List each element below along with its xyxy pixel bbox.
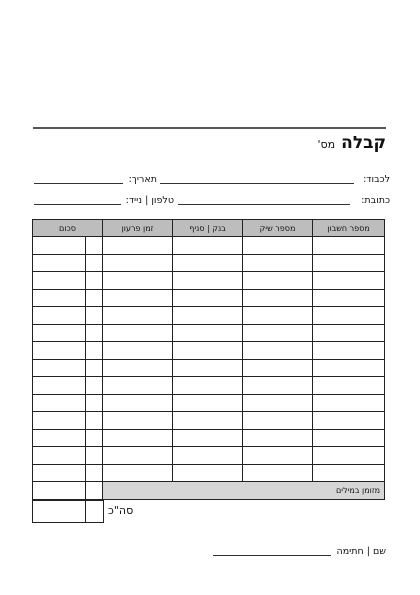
header-due-date: זמן פרעון: [103, 220, 173, 237]
table-row: [33, 307, 385, 325]
total-amount-box[interactable]: [32, 500, 86, 523]
check-number-cell[interactable]: [243, 342, 313, 360]
account-number-cell[interactable]: [313, 237, 385, 255]
bank-branch-cell[interactable]: [173, 237, 243, 255]
phone-field[interactable]: [34, 204, 121, 205]
table-row: [33, 412, 385, 430]
to-field[interactable]: [160, 183, 354, 184]
amount-cents-cell[interactable]: [86, 429, 103, 447]
header-bank-branch: בנק | סניף: [173, 220, 243, 237]
check-number-cell[interactable]: [243, 307, 313, 325]
account-number-cell[interactable]: [313, 289, 385, 307]
amount-cents-cell[interactable]: [86, 412, 103, 430]
date-field[interactable]: [34, 183, 123, 184]
due-date-cell[interactable]: [103, 307, 173, 325]
amount-cell[interactable]: [33, 307, 86, 325]
amount-cell[interactable]: [33, 412, 86, 430]
bank-branch-cell[interactable]: [173, 412, 243, 430]
table-row: [33, 254, 385, 272]
bank-branch-cell[interactable]: [173, 377, 243, 395]
bank-branch-cell[interactable]: [173, 394, 243, 412]
due-date-cell[interactable]: [103, 412, 173, 430]
amount-cell[interactable]: [33, 447, 86, 465]
table-row: [33, 272, 385, 290]
table-body: [33, 237, 385, 482]
check-number-cell[interactable]: [243, 237, 313, 255]
words-amount-cents-cell[interactable]: [86, 482, 103, 500]
bank-branch-cell[interactable]: [173, 359, 243, 377]
amount-cents-cell[interactable]: [86, 394, 103, 412]
amount-cell[interactable]: [33, 342, 86, 360]
account-number-cell[interactable]: [313, 429, 385, 447]
signature-label: שם | חתימה: [336, 546, 386, 557]
amount-cell[interactable]: [33, 394, 86, 412]
words-amount-cell[interactable]: [33, 482, 86, 500]
check-number-cell[interactable]: [243, 429, 313, 447]
account-number-cell[interactable]: [313, 254, 385, 272]
due-date-cell[interactable]: [103, 447, 173, 465]
amount-in-words-label: מזומן במילים: [103, 482, 385, 500]
words-row: [33, 482, 385, 500]
check-number-cell[interactable]: [243, 254, 313, 272]
to-label: לכבוד:: [363, 174, 390, 185]
account-number-cell[interactable]: [313, 307, 385, 325]
due-date-cell[interactable]: [103, 377, 173, 395]
account-number-cell[interactable]: [313, 464, 385, 482]
table-row: [33, 447, 385, 465]
header-check-number: מספר שיק: [243, 220, 313, 237]
check-number-cell[interactable]: [243, 447, 313, 465]
address-field[interactable]: [178, 204, 350, 205]
check-number-cell[interactable]: [243, 272, 313, 290]
table-row: [33, 464, 385, 482]
check-number-cell[interactable]: [243, 464, 313, 482]
total-cents-box[interactable]: [85, 500, 104, 523]
amount-cents-cell[interactable]: [86, 359, 103, 377]
receipt-title-text: קבלה: [341, 133, 386, 153]
amount-cents-cell[interactable]: [86, 237, 103, 255]
amount-cell[interactable]: [33, 289, 86, 307]
address-label: כתובת:: [361, 195, 390, 206]
due-date-cell[interactable]: [103, 429, 173, 447]
receipt-number-label: מס': [317, 138, 336, 151]
check-number-cell[interactable]: [243, 377, 313, 395]
amount-cents-cell[interactable]: [86, 324, 103, 342]
due-date-cell[interactable]: [103, 394, 173, 412]
account-number-cell[interactable]: [313, 447, 385, 465]
signature-field[interactable]: [213, 555, 331, 556]
table-row: [33, 394, 385, 412]
due-date-cell[interactable]: [103, 324, 173, 342]
account-number-cell[interactable]: [313, 394, 385, 412]
due-date-cell[interactable]: [103, 464, 173, 482]
due-date-cell[interactable]: [103, 272, 173, 290]
bank-branch-cell[interactable]: [173, 307, 243, 325]
due-date-cell[interactable]: [103, 359, 173, 377]
table-row: [33, 377, 385, 395]
amount-cents-cell[interactable]: [86, 254, 103, 272]
table-row: [33, 237, 385, 255]
due-date-cell[interactable]: [103, 254, 173, 272]
due-date-cell[interactable]: [103, 237, 173, 255]
bank-branch-cell[interactable]: [173, 447, 243, 465]
bank-branch-cell[interactable]: [173, 464, 243, 482]
amount-cents-cell[interactable]: [86, 272, 103, 290]
amount-cell[interactable]: [33, 324, 86, 342]
phone-label: טלפון | נייד:: [125, 195, 174, 206]
amount-cell[interactable]: [33, 254, 86, 272]
receipt-table: [32, 219, 385, 500]
bank-branch-cell[interactable]: [173, 289, 243, 307]
table-row: [33, 359, 385, 377]
top-rule: [33, 127, 386, 129]
account-number-cell[interactable]: [313, 272, 385, 290]
date-label: תאריך:: [128, 174, 157, 185]
receipt-title: [318, 133, 387, 153]
header-account-number: מספר חשבון: [313, 220, 385, 237]
check-number-cell[interactable]: [243, 394, 313, 412]
table-header-row: [33, 220, 385, 237]
amount-cents-cell[interactable]: [86, 377, 103, 395]
amount-cell[interactable]: [33, 464, 86, 482]
account-number-cell[interactable]: [313, 324, 385, 342]
bank-branch-cell[interactable]: [173, 272, 243, 290]
amount-cents-cell[interactable]: [86, 447, 103, 465]
bank-branch-cell[interactable]: [173, 342, 243, 360]
amount-cents-cell[interactable]: [86, 307, 103, 325]
bank-branch-cell[interactable]: [173, 254, 243, 272]
amount-cents-cell[interactable]: [86, 464, 103, 482]
due-date-cell[interactable]: [103, 342, 173, 360]
header-amount: סכום: [33, 220, 103, 237]
amount-cents-cell[interactable]: [86, 289, 103, 307]
amount-cell[interactable]: [33, 429, 86, 447]
account-number-cell[interactable]: [313, 342, 385, 360]
amount-cell[interactable]: [33, 272, 86, 290]
due-date-cell[interactable]: [103, 289, 173, 307]
check-number-cell[interactable]: [243, 359, 313, 377]
amount-cell[interactable]: [33, 377, 86, 395]
account-number-cell[interactable]: [313, 412, 385, 430]
table-row: [33, 429, 385, 447]
account-number-cell[interactable]: [313, 377, 385, 395]
amount-cell[interactable]: [33, 237, 86, 255]
amount-cents-cell[interactable]: [86, 342, 103, 360]
check-number-cell[interactable]: [243, 412, 313, 430]
bank-branch-cell[interactable]: [173, 324, 243, 342]
total-label: סה"כ: [108, 504, 134, 517]
check-number-cell[interactable]: [243, 324, 313, 342]
account-number-cell[interactable]: [313, 359, 385, 377]
table-row: [33, 324, 385, 342]
table-row: [33, 342, 385, 360]
check-number-cell[interactable]: [243, 289, 313, 307]
bank-branch-cell[interactable]: [173, 429, 243, 447]
amount-cell[interactable]: [33, 359, 86, 377]
table-row: [33, 289, 385, 307]
